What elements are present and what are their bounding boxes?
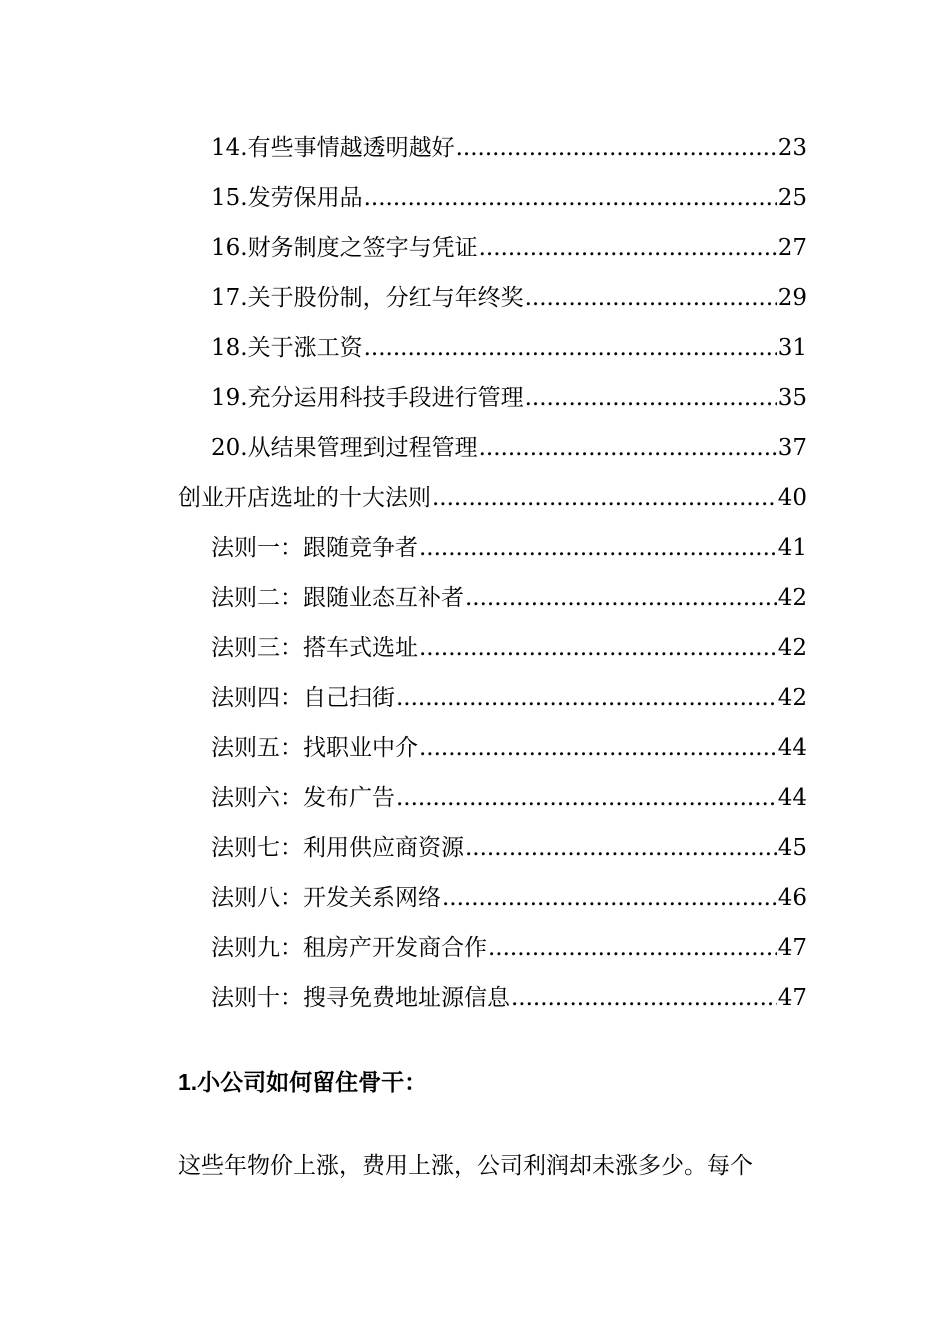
toc-entry-page: 42 bbox=[777, 635, 807, 661]
toc-entry[interactable] bbox=[211, 878, 807, 918]
toc-entry[interactable] bbox=[178, 478, 807, 518]
toc-dot-leader bbox=[396, 678, 777, 718]
toc-entry-page: 44 bbox=[777, 735, 807, 761]
toc-entry-page: 42 bbox=[777, 585, 807, 611]
toc-entry-title: 创业开店选址的十大法则 bbox=[178, 485, 431, 511]
toc-entry-page: 25 bbox=[777, 185, 807, 211]
toc-entry[interactable] bbox=[211, 678, 807, 718]
toc-entry[interactable] bbox=[211, 178, 807, 218]
toc-dot-leader bbox=[479, 228, 777, 268]
toc-entry-page: 40 bbox=[777, 485, 807, 511]
toc-entry[interactable] bbox=[211, 628, 807, 668]
toc-entry[interactable] bbox=[211, 278, 807, 318]
toc-entry-title: 16.财务制度之签字与凭证 bbox=[211, 235, 478, 261]
section-heading: 1.小公司如何留住骨干： bbox=[178, 1069, 428, 1095]
toc-entry[interactable] bbox=[211, 378, 807, 418]
toc-entry[interactable] bbox=[211, 578, 807, 618]
toc-entry-page: 44 bbox=[777, 785, 807, 811]
toc-entry-page: 47 bbox=[777, 985, 807, 1011]
toc-entry-title: 14.有些事情越透明越好 bbox=[211, 135, 455, 161]
toc-entry-page: 47 bbox=[777, 935, 807, 961]
toc-entry-title: 20.从结果管理到过程管理 bbox=[211, 435, 478, 461]
toc-dot-leader bbox=[419, 628, 777, 668]
toc-entry-page: 42 bbox=[777, 685, 807, 711]
toc-entry[interactable] bbox=[211, 928, 807, 968]
toc-dot-leader bbox=[488, 928, 777, 968]
toc-entry[interactable] bbox=[211, 528, 807, 568]
toc-entry-title: 法则六：发布广告 bbox=[211, 785, 395, 811]
toc-entry-page: 41 bbox=[777, 535, 807, 561]
body-paragraph: 这些年物价上涨，费用上涨，公司利润却未涨多少。每个 bbox=[178, 1153, 753, 1179]
toc-entry-title: 17.关于股份制，分红与年终奖 bbox=[211, 285, 524, 311]
toc-entry-title: 法则四：自己扫街 bbox=[211, 685, 395, 711]
toc-dot-leader bbox=[419, 528, 777, 568]
toc-dot-leader bbox=[511, 978, 777, 1018]
toc-entry-page: 29 bbox=[777, 285, 807, 311]
toc-entry[interactable] bbox=[211, 778, 807, 818]
toc-entry-page: 31 bbox=[777, 335, 807, 361]
toc-entry[interactable] bbox=[211, 428, 807, 468]
toc-entry-page: 27 bbox=[777, 235, 807, 261]
toc-entry[interactable] bbox=[211, 978, 807, 1018]
toc-entry-title: 15.发劳保用品 bbox=[211, 185, 363, 211]
toc-entry-title: 法则七：利用供应商资源 bbox=[211, 835, 464, 861]
toc-entry-page: 45 bbox=[777, 835, 807, 861]
toc-entry-title: 法则十：搜寻免费地址源信息 bbox=[211, 985, 510, 1011]
toc-dot-leader bbox=[525, 278, 777, 318]
toc-dot-leader bbox=[364, 178, 777, 218]
toc-entry-title: 法则九：租房产开发商合作 bbox=[211, 935, 487, 961]
toc-entry-page: 37 bbox=[777, 435, 807, 461]
toc-dot-leader bbox=[456, 128, 777, 168]
toc-dot-leader bbox=[465, 578, 777, 618]
toc-dot-leader bbox=[465, 828, 777, 868]
toc-entry-page: 46 bbox=[777, 885, 807, 911]
toc-dot-leader bbox=[419, 728, 777, 768]
toc-entry-page: 35 bbox=[777, 385, 807, 411]
toc-dot-leader bbox=[432, 478, 777, 518]
toc-entry-title: 18.关于涨工资 bbox=[211, 335, 363, 361]
toc-entry-title: 法则八：开发关系网络 bbox=[211, 885, 441, 911]
toc-entry-title: 法则二：跟随业态互补者 bbox=[211, 585, 464, 611]
toc-entry[interactable] bbox=[211, 728, 807, 768]
toc-entry[interactable] bbox=[211, 328, 807, 368]
toc-dot-leader bbox=[396, 778, 777, 818]
toc-entry-title: 19.充分运用科技手段进行管理 bbox=[211, 385, 524, 411]
toc-entry[interactable] bbox=[211, 128, 807, 168]
toc-entry-title: 法则三：搭车式选址 bbox=[211, 635, 418, 661]
toc-entry[interactable] bbox=[211, 828, 807, 868]
toc-dot-leader bbox=[364, 328, 777, 368]
toc-entry-page: 23 bbox=[777, 135, 807, 161]
toc-entry-title: 法则一：跟随竞争者 bbox=[211, 535, 418, 561]
toc-dot-leader bbox=[525, 378, 777, 418]
toc-entry[interactable] bbox=[211, 228, 807, 268]
toc-dot-leader bbox=[442, 878, 777, 918]
toc-dot-leader bbox=[479, 428, 777, 468]
toc-entry-title: 法则五：找职业中介 bbox=[211, 735, 418, 761]
